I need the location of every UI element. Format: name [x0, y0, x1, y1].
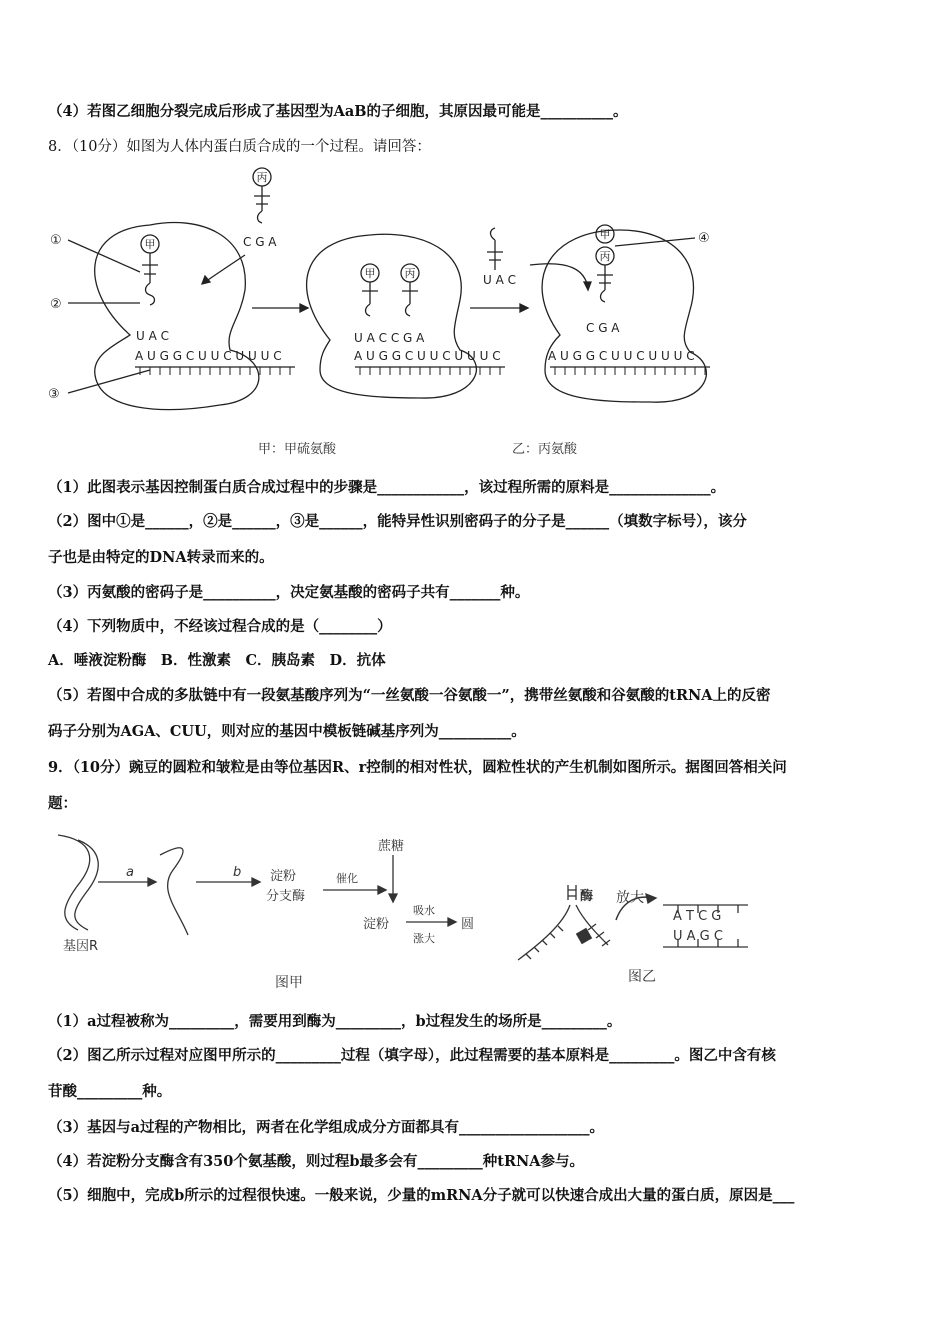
- aa-jia-1: 甲: [144, 238, 156, 251]
- swell-label: 涨大: [413, 932, 435, 945]
- q8-5-line: （5）若图中合成的多肽链中有一段氨基酸序列为“一丝氨酸一谷氨酸一”，携带丝氨酸和谷氨酸的tRNA上的反密: [48, 687, 771, 704]
- anticodon-uaccga: U A C C G A: [354, 331, 425, 345]
- seq-bottom: U A G C: [673, 929, 723, 944]
- legend-yi: 乙：丙氨酸: [512, 442, 578, 457]
- legend-jia: 甲：甲硫氨酸: [258, 442, 337, 457]
- q8-2-line-cont: 子也是由特定的DNA转录而来的。: [48, 549, 274, 566]
- arrow-b-label: b: [233, 865, 242, 880]
- q8-3-line: （3）丙氨酸的密码子是__________，决定氨基酸的密码子共有_______种。: [48, 584, 530, 601]
- enzyme-label: 酶: [580, 889, 594, 904]
- q9-4-line: （4）若淀粉分支酶含有350个氨基酸，则过程b最多会有_________种tRNA参与。: [48, 1153, 584, 1170]
- anticodon-cga-free: C G A: [243, 235, 277, 249]
- caption-fig-jia: 图甲: [275, 975, 303, 991]
- sucrose-label: 蔗糖: [378, 839, 405, 854]
- q9-2-line: （2）图乙所示过程对应图甲所示的_________过程（填字母），此过程需要的基本原料是_________。图乙中含有核: [48, 1047, 776, 1064]
- pea-mechanism-diagram: [48, 830, 768, 1000]
- q9-2-line-cont: 苷酸_________种。: [48, 1083, 172, 1100]
- catalyze-label: 催化: [336, 872, 358, 885]
- q8-4-options: A．唾液淀粉酶 B．性激素 C．胰岛素 D．抗体: [48, 652, 386, 669]
- label-1: ①: [50, 233, 62, 248]
- q9-heading: 9．（10分）豌豆的圆粒和皱粒是由等位基因R、r控制的相对性状，圆粒性状的产生机制如图所示。据图回答相关问: [48, 759, 787, 776]
- mrna-3: A U G G C U U C U U U C: [548, 349, 695, 363]
- aa-jia-2: 甲: [364, 267, 376, 280]
- label-3: ③: [48, 387, 60, 402]
- enzyme-name-line1: 淀粉: [270, 869, 297, 884]
- arrow-a-label: a: [126, 865, 134, 880]
- aa-jia-3: 甲: [599, 228, 611, 241]
- q8-5-line-cont: 码子分别为AGA、CUU，则对应的基因中模板链碱基序列为__________。: [48, 723, 526, 740]
- magnify-label: 放大: [616, 890, 644, 906]
- starch-label: 淀粉: [363, 917, 390, 932]
- absorb-water-label: 吸水: [413, 904, 435, 917]
- q9-heading-cont: 题：: [48, 795, 77, 812]
- gene-r-label: 基因R: [63, 939, 99, 954]
- q8-2-line: （2）图中①是______，②是______，③是______，能特异性识别密码子的分子是______（填数字标号），该分: [48, 513, 747, 530]
- q9-5-line: （5）细胞中，完成b所示的过程很快速。一般来说，少量的mRNA分子就可以快速合成出大量的蛋白质，原因是___: [48, 1187, 795, 1204]
- mrna-2: A U G G C U U C U U U C: [354, 349, 501, 363]
- aa-bing-1: 丙: [256, 171, 268, 184]
- seq-top: A T C G: [673, 909, 722, 924]
- aa-bing-3: 丙: [599, 250, 611, 263]
- caption-fig-yi: 图乙: [628, 969, 656, 985]
- enzyme-name-line2: 分支酶: [266, 889, 306, 904]
- q7-4-line: （4）若图乙细胞分裂完成后形成了基因型为AaB的子细胞，其原因最可能是__________。: [48, 103, 628, 120]
- q9-1-line: （1）a过程被称为_________，需要用到酶为_________，b过程发生的场所是_________。: [48, 1013, 622, 1030]
- anticodon-uac-free: U A C: [483, 273, 516, 287]
- q9-3-line: （3）基因与a过程的产物相比，两者在化学组成成分方面都具有__________________。: [48, 1119, 604, 1136]
- label-4: ④: [698, 231, 710, 246]
- anticodon-cga-bound: C G A: [586, 321, 620, 335]
- translation-diagram: [40, 160, 740, 460]
- q8-heading: 8．（10分）如图为人体内蛋白质合成的一个过程。请回答：: [48, 139, 431, 155]
- q8-1-line: （1）此图表示基因控制蛋白质合成过程中的步骤是____________，该过程所需的原料是______________。: [48, 479, 726, 496]
- anticodon-uac-1: U A C: [136, 329, 169, 343]
- round-label: 圆: [461, 917, 475, 932]
- label-2: ②: [50, 297, 62, 312]
- mrna-1: A U G G C U U C U U U C: [135, 349, 282, 363]
- q8-4-line: （4）下列物质中，不经该过程合成的是（________）: [48, 618, 392, 635]
- aa-bing-2: 丙: [404, 267, 416, 280]
